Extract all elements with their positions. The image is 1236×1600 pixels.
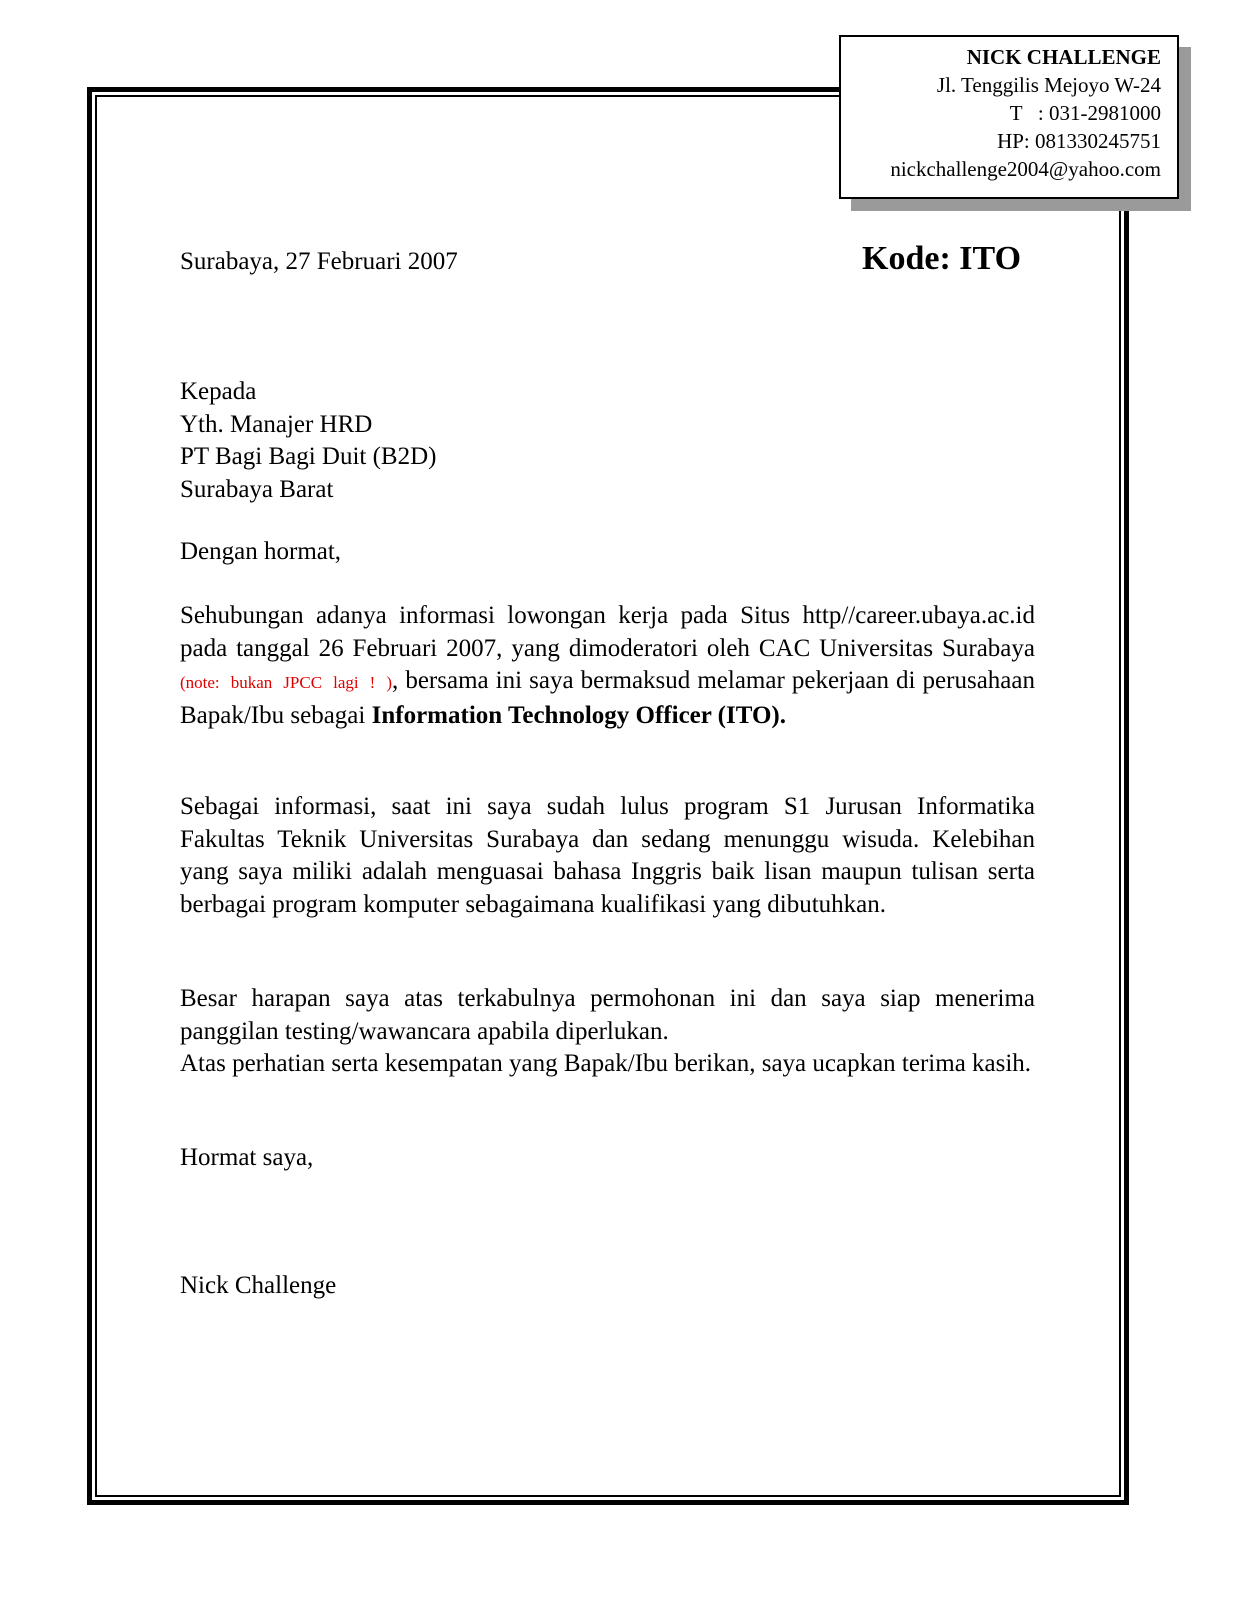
sender-hp: HP: 081330245751 (997, 129, 1161, 153)
paragraph-text: , bersama ini saya bermaksud melamar pekerjaan di perusahaan Bapak/Ibu sebagai (180, 667, 1035, 729)
paragraph-closing (180, 983, 1035, 1081)
recipient-line: PT Bagi Bagi Duit (B2D) (180, 443, 437, 470)
greeting: Dengan hormat, (180, 538, 342, 565)
sender-email: nickchallenge2004@yahoo.com (890, 157, 1161, 181)
sender-phone: T : 031-2981000 (1009, 101, 1161, 125)
sender-name: NICK CHALLENGE (966, 45, 1161, 69)
recipient-line: Surabaya Barat (180, 475, 334, 503)
letter-code: Kode: ITO (862, 240, 1022, 277)
paragraph-thanks: Atas perhatian serta kesempatan yang Bapak/Ibu berikan, saya ucapkan terima kasih. (180, 1050, 1032, 1077)
note-annotation: (note: bukan JPCC lagi ! ) (180, 673, 393, 692)
letter-date: Surabaya, 27 Februari 2007 (180, 248, 458, 275)
sender-box (839, 35, 1179, 199)
signer-name: Nick Challenge (180, 1272, 337, 1299)
recipient-line: Yth. Manajer HRD (180, 410, 373, 438)
paragraph-application (180, 600, 1035, 732)
paragraph-hope: Besar harapan saya atas terkabulnya permohonan ini dan saya siap menerima panggilan testing/wawancara apabila diperlukan. (180, 985, 1035, 1045)
recipient-block (180, 376, 1035, 506)
sender-address: Jl. Tenggilis Mejoyo W-24 (936, 73, 1161, 97)
closing-salutation: Hormat saya, (180, 1144, 314, 1171)
recipient-line: Kepada (180, 378, 257, 405)
paragraph-qualifications: Sebagai informasi, saat ini saya sudah lulus program S1 Jurusan Informatika Fakultas Teknik Universitas Surabaya dan sedang menunggu wisuda. Kelebihan yang saya miliki adalah menguasai bahasa Inggris baik lisan maupun tulisan serta berbagai program komputer sebagaimana kualifikasi yang dibutuhkan. (180, 793, 1035, 918)
job-position: Information Technology Officer (ITO). (371, 701, 786, 729)
paragraph-text: Sehubungan adanya informasi lowongan kerja pada Situs http//career.ubaya.ac.id pada tanggal 26 Februari 2007, yang dimoderatori oleh CAC Universitas Surabaya (180, 602, 1035, 662)
